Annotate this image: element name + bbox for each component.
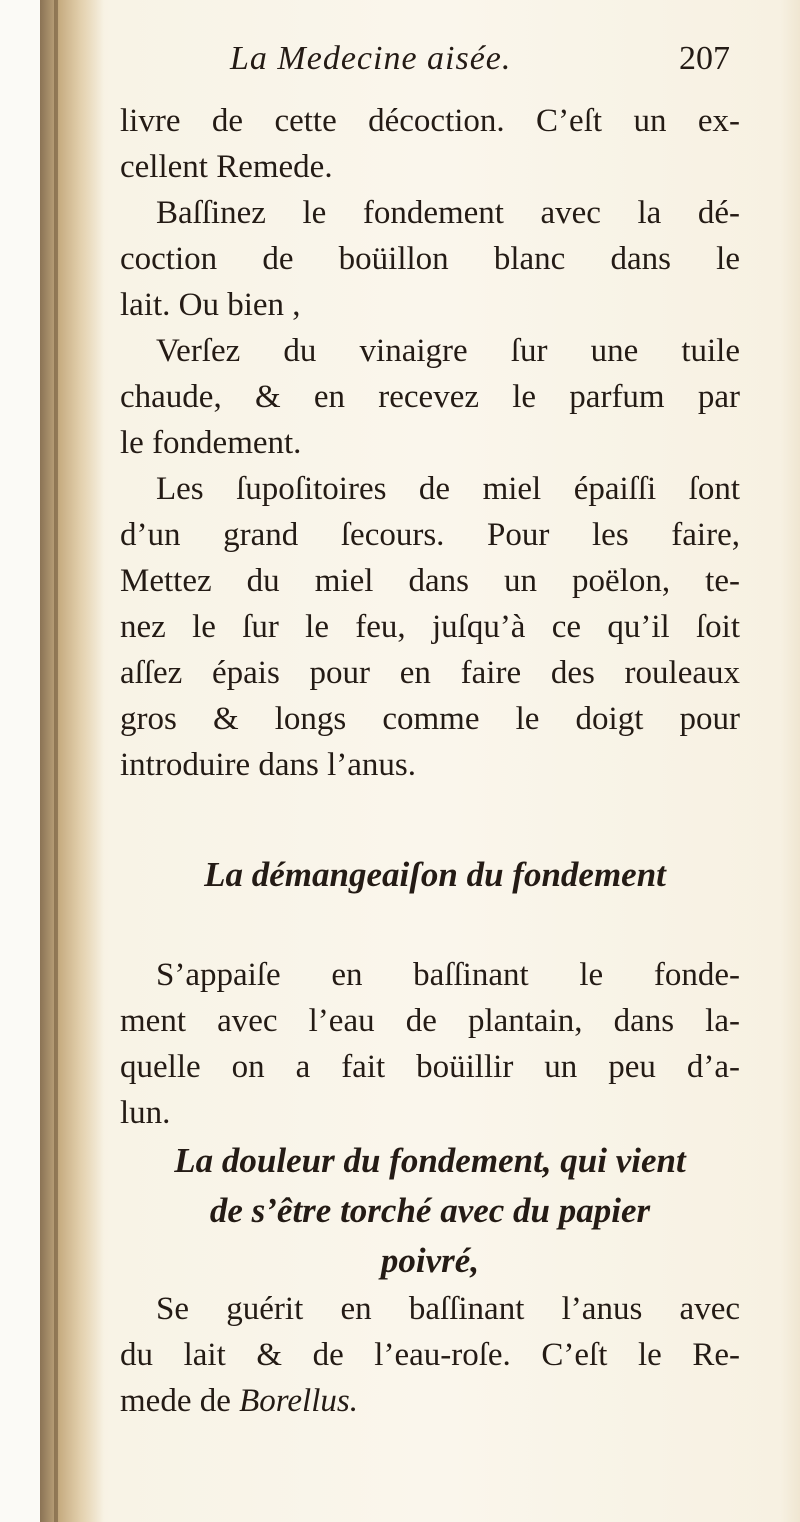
page-number: 207	[679, 40, 730, 77]
text-line: du lait & de l’eau-roſe. C’eſt le Re-	[120, 1337, 740, 1373]
text-line: gros & longs comme le doigt pour	[120, 701, 740, 737]
text-line: Mettez du miel dans un poëlon, te-	[120, 563, 740, 599]
text-line: introduire dans l’anus.	[120, 747, 417, 783]
section-heading	[120, 1136, 740, 1286]
page-text-block	[120, 36, 740, 1424]
text-line: le fondement.	[120, 425, 302, 461]
text-line: Les ſupoſitoires de miel épaiſſi ſont	[156, 471, 740, 507]
heading-line: de s’être torché avec du papier	[209, 1191, 651, 1230]
text-line: quelle on a fait boüillir un peu d’a-	[120, 1049, 740, 1085]
heading-line: poivré,	[380, 1241, 480, 1280]
text-line	[120, 1378, 740, 1424]
text-line: lait. Ou bien ,	[120, 287, 301, 323]
text-line: cellent Remede.	[120, 149, 333, 185]
paragraph-5	[120, 952, 740, 1136]
text-fragment: mede de	[120, 1383, 240, 1419]
book-page	[40, 0, 800, 1522]
binding-edge	[54, 0, 58, 1522]
paragraph-2	[120, 190, 740, 328]
text-line: livre de cette décoction. C’eſt un ex-	[120, 103, 740, 139]
text-line: Verſez du vinaigre ſur une tuile	[156, 333, 740, 369]
heading-line: La douleur du fondement, qui vient	[174, 1141, 686, 1180]
paragraph-4	[120, 466, 740, 788]
text-line: nez le ſur le feu, juſqu’à ce qu’il ſoit	[120, 609, 740, 645]
paragraph-1	[120, 98, 740, 190]
text-line: d’un grand ſecours. Pour les faire,	[120, 517, 740, 553]
text-line: S’appaiſe en baſſinant le fonde-	[156, 957, 740, 993]
text-line: aſſez épais pour en faire des rouleaux	[120, 655, 740, 691]
text-line: lun.	[120, 1095, 171, 1131]
paragraph-6	[120, 1286, 740, 1424]
running-title: La Medecine aisée.	[230, 40, 512, 77]
text-line: Baſſinez le fondement avec la dé-	[156, 195, 740, 231]
text-line: ment avec l’eau de plantain, dans la-	[120, 1003, 740, 1039]
text-line: Se guérit en baſſinant l’anus avec	[156, 1291, 740, 1327]
text-line: chaude, & en recevez le parfum par	[120, 379, 740, 415]
author-name: Borellus.	[239, 1383, 358, 1419]
section-heading: La démangeaiſon du fondement	[204, 855, 666, 894]
paragraph-3	[120, 328, 740, 466]
text-line: coction de boüillon blanc dans le	[120, 241, 740, 277]
running-header	[120, 36, 740, 98]
page-gutter-shadow	[40, 0, 104, 1522]
